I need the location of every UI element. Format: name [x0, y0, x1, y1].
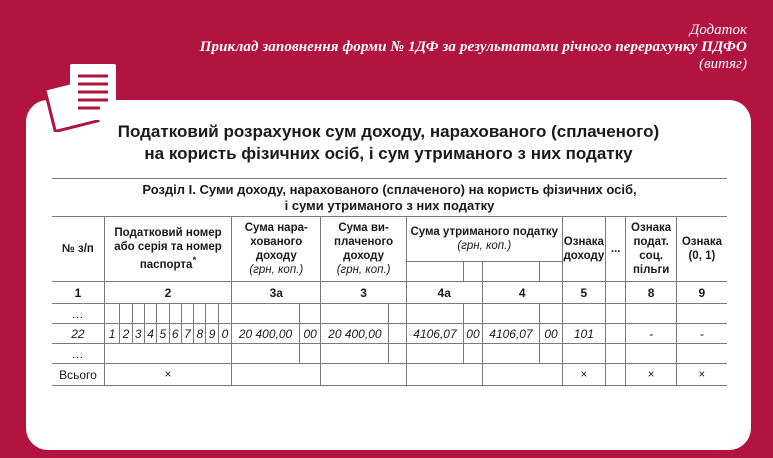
tax-id-digit: 6	[169, 324, 181, 344]
form-table-wrapper	[52, 178, 727, 386]
empty-cell	[389, 344, 406, 364]
tax-subheader-cell	[482, 262, 540, 282]
empty-cell	[605, 344, 626, 364]
tax-id-digit: 0	[218, 324, 231, 344]
tax-subheader-cell	[540, 262, 563, 282]
total-label: Всього	[52, 364, 104, 386]
tax-id-digit: 4	[144, 324, 156, 344]
col-header-tax-id-text: Податковий номер або серія та номер паспорта	[114, 227, 222, 271]
income-code-value: 101	[562, 324, 605, 344]
tax-paid-kop: 00	[540, 324, 563, 344]
tax-id-digit: 7	[181, 324, 193, 344]
digit-cell	[206, 304, 218, 324]
row-number: 22	[52, 324, 104, 344]
tax-subheader-cell	[464, 262, 482, 282]
dots-cell	[605, 324, 626, 344]
total-empty	[482, 364, 562, 386]
empty-cell	[299, 344, 321, 364]
col-header-tax-id	[104, 217, 231, 282]
total-empty	[321, 364, 406, 386]
empty-cell	[540, 344, 563, 364]
col-header-paid	[321, 217, 406, 282]
tax-id-digit: 5	[157, 324, 169, 344]
digit-cell	[104, 304, 119, 324]
empty-cell	[676, 304, 727, 324]
tax-paid-value: 4106,07	[482, 324, 540, 344]
col-number-dots	[605, 282, 626, 304]
ellipsis-cell: …	[52, 344, 104, 364]
empty-cell	[605, 304, 626, 324]
empty-cell	[321, 304, 389, 324]
col-number-1: 1	[52, 282, 104, 304]
empty-cell	[482, 344, 540, 364]
total-cross-income-code: ×	[562, 364, 605, 386]
col-number-3: 3	[321, 282, 406, 304]
col-header-tax-unit: (грн, коп.)	[457, 240, 512, 252]
tax-subheader-cell	[406, 262, 464, 282]
col-number-4a: 4а	[406, 282, 482, 304]
section-heading	[52, 179, 727, 217]
document-title-line2: на користь фізичних осіб, і сум утриманого з них податку	[144, 144, 633, 163]
flag-value: -	[676, 324, 727, 344]
col-number-3a: 3а	[232, 282, 321, 304]
col-header-tax-text: Сума утриманого податку	[410, 226, 559, 238]
empty-cell	[562, 304, 605, 324]
tax-id-digit: 2	[120, 324, 132, 344]
digit-cell	[194, 304, 206, 324]
document-title-line1: Податковий розрахунок сум доходу, нарахованого (сплаченого)	[117, 122, 660, 141]
empty-cell	[232, 304, 300, 324]
col-header-tax	[406, 217, 562, 262]
total-cross-flag: ×	[676, 364, 727, 386]
digit-cell	[120, 304, 132, 324]
col-number-5: 5	[562, 282, 605, 304]
document-title	[26, 121, 751, 165]
total-empty	[406, 364, 482, 386]
digit-cell	[144, 304, 156, 324]
col-header-num: № з/п	[52, 217, 104, 282]
total-cross-social-benefit: ×	[626, 364, 676, 386]
digit-cell	[132, 304, 144, 324]
tax-id-digit: 8	[194, 324, 206, 344]
accrued-income-kop: 00	[299, 324, 321, 344]
section-heading-line1: Розділ I. Суми доходу, нарахованого (сплаченого) на користь фізичних осіб,	[142, 181, 637, 197]
tax-id-digit: 1	[104, 324, 119, 344]
empty-cell	[464, 344, 482, 364]
col-header-accrued	[232, 217, 321, 282]
col-header-social-benefit: Ознака подат. соц. пільги	[626, 217, 676, 282]
table-row-22	[52, 324, 727, 344]
empty-cell	[299, 304, 321, 324]
col-number-9: 9	[676, 282, 727, 304]
col-header-dots: ...	[605, 217, 626, 282]
digit-cell	[181, 304, 193, 324]
empty-cell	[406, 304, 464, 324]
total-cross-tax-id: ×	[104, 364, 231, 386]
tax-id-digit: 3	[132, 324, 144, 344]
appendix-excerpt: (витяг)	[699, 56, 747, 72]
tax-id-digit: 9	[206, 324, 218, 344]
col-header-paid-text: Сума виплаченого доходу	[334, 222, 394, 262]
empty-cell	[626, 344, 676, 364]
digit-cell	[169, 304, 181, 324]
social-benefit-value: -	[626, 324, 676, 344]
col-header-paid-unit: (грн, коп.)	[336, 264, 391, 276]
empty-cell	[321, 344, 389, 364]
accrued-income-value: 20 400,00	[232, 324, 300, 344]
empty-cell	[464, 304, 482, 324]
tax-accrued-kop: 00	[464, 324, 482, 344]
empty-cell	[482, 304, 540, 324]
col-header-flag: Ознака (0, 1)	[676, 217, 727, 282]
total-empty	[232, 364, 321, 386]
col-header-tax-id-footnote: *	[192, 255, 197, 267]
empty-cell	[406, 344, 464, 364]
table-row-ellipsis-2	[52, 344, 727, 364]
tax-accrued-value: 4106,07	[406, 324, 464, 344]
empty-cell	[104, 344, 231, 364]
appendix-title: Приклад заповнення форми № 1ДФ за результатами річного перерахунку ПДФО	[199, 39, 747, 55]
digit-cell	[157, 304, 169, 324]
paid-income-kop	[389, 324, 406, 344]
col-number-8: 8	[626, 282, 676, 304]
table-row-total	[52, 364, 727, 386]
digit-cell	[218, 304, 231, 324]
table-row-ellipsis-1	[52, 304, 727, 324]
paid-income-value: 20 400,00	[321, 324, 389, 344]
empty-cell	[676, 344, 727, 364]
empty-cell	[232, 344, 300, 364]
empty-cell	[626, 304, 676, 324]
ellipsis-cell: …	[52, 304, 104, 324]
section-heading-line2: і суми утриманого з них податку	[284, 197, 495, 213]
col-number-2: 2	[104, 282, 231, 304]
total-empty	[605, 364, 626, 386]
empty-cell	[562, 344, 605, 364]
empty-cell	[389, 304, 406, 324]
empty-cell	[540, 304, 563, 324]
form-1df-table	[52, 178, 727, 386]
col-header-accrued-text: Сума нарахованого доходу	[244, 222, 308, 262]
appendix-header	[200, 22, 747, 73]
col-header-accrued-unit: (грн, коп.)	[249, 264, 304, 276]
col-header-income-code: Ознака доходу	[562, 217, 605, 282]
col-number-4: 4	[482, 282, 562, 304]
appendix-label: Додаток	[689, 22, 747, 38]
